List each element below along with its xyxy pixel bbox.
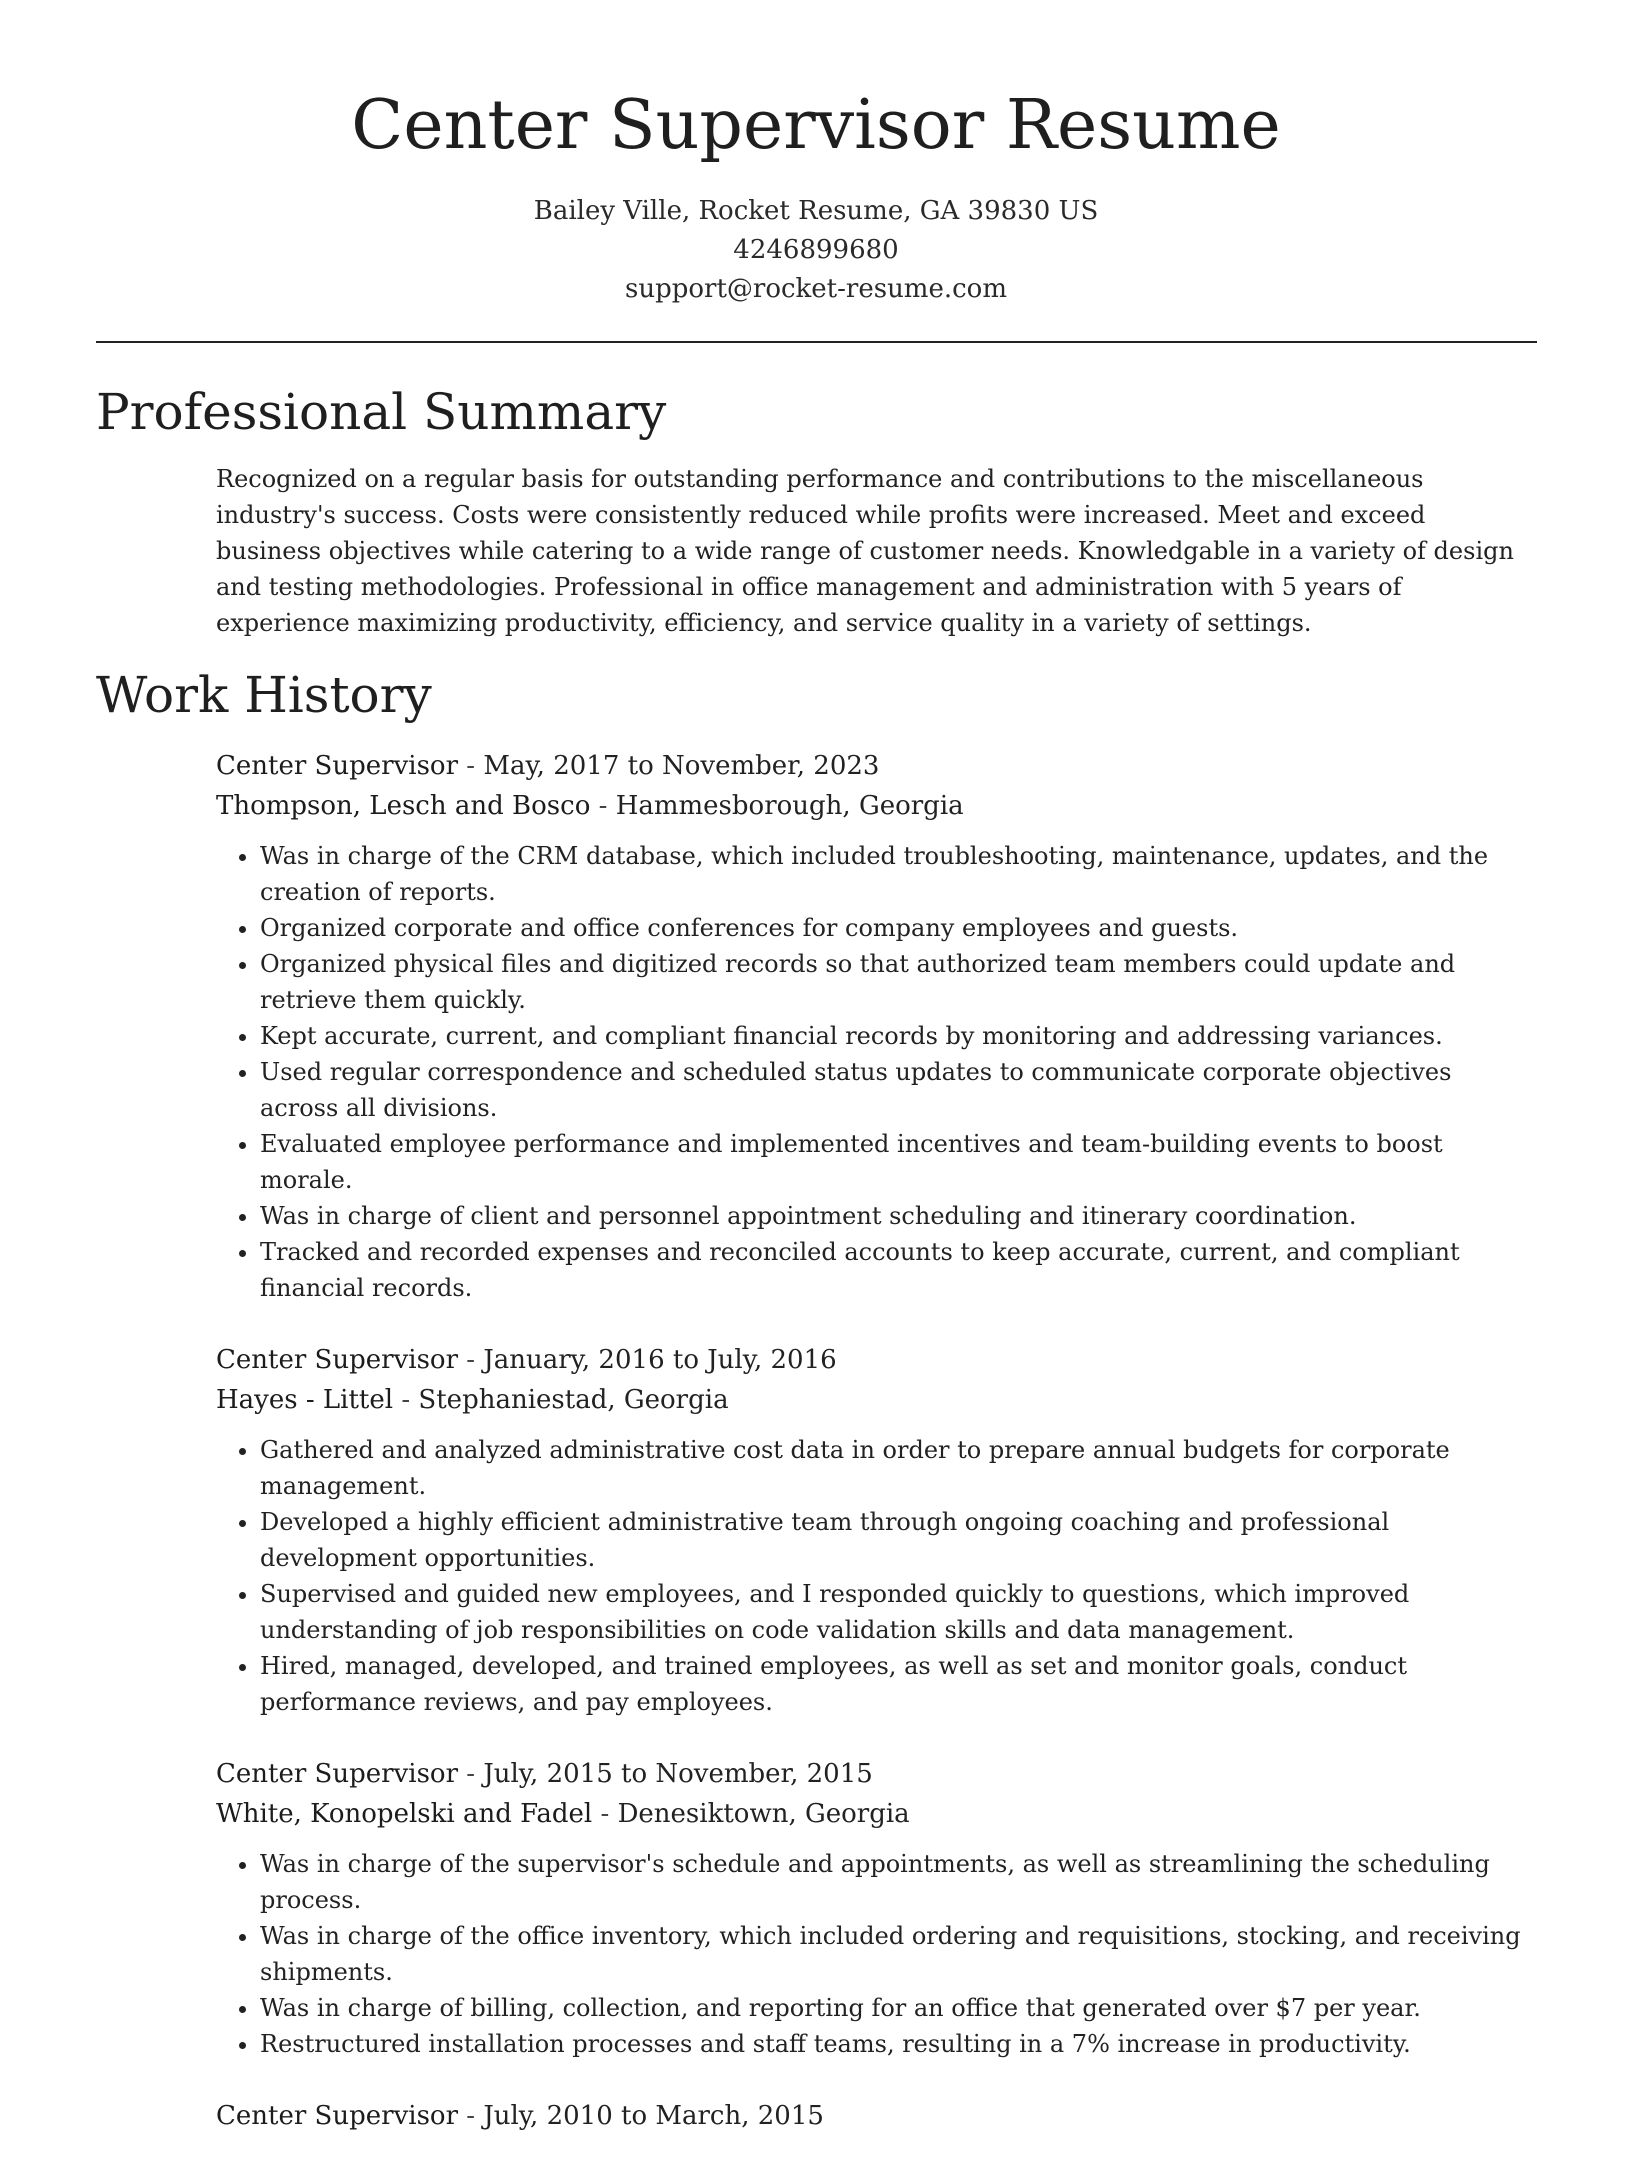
job-title: Center Supervisor bbox=[216, 1759, 458, 1789]
job-title: Center Supervisor bbox=[216, 2101, 458, 2131]
list-item: • Was in charge of the CRM database, which included troubleshooting, maintenance, updates, and the creation of reports. bbox=[260, 838, 1536, 910]
job-title-line bbox=[216, 746, 1536, 786]
list-item: • Kept accurate, current, and compliant financial records by monitoring and addressing variances. bbox=[260, 1018, 1536, 1054]
list-item: • Organized corporate and office conferences for company employees and guests. bbox=[260, 910, 1536, 946]
email-text: support@rocket-resume.com bbox=[624, 274, 1007, 304]
job-entry bbox=[216, 1340, 1536, 1720]
list-item: • Was in charge of the supervisor's schedule and appointments, as well as streamlining the scheduling process. bbox=[260, 1846, 1536, 1918]
company-name: White, Konopelski and Fadel bbox=[216, 1799, 593, 1829]
company-line bbox=[216, 1794, 1536, 1834]
company-location: Stephaniestad, Georgia bbox=[418, 1385, 729, 1415]
summary-heading: Professional Summary bbox=[96, 383, 667, 441]
company-location: Denesiktown, Georgia bbox=[617, 1799, 910, 1829]
header-divider bbox=[96, 341, 1537, 343]
company-name: Thompson, Lesch and Bosco bbox=[216, 791, 591, 821]
company-location: Hammesborough, Georgia bbox=[615, 791, 964, 821]
job-title: Center Supervisor bbox=[216, 1345, 458, 1375]
job-entry bbox=[216, 746, 1536, 1306]
responsibility-list bbox=[216, 1846, 1536, 2062]
list-item: • Was in charge of client and personnel appointment scheduling and itinerary coordination. bbox=[260, 1198, 1536, 1234]
company-line bbox=[216, 786, 1536, 826]
separator: - bbox=[458, 1759, 484, 1789]
list-item: • Gathered and analyzed administrative cost data in order to prepare annual budgets for corporate management. bbox=[260, 1432, 1536, 1504]
company-line bbox=[216, 1380, 1536, 1420]
job-entry bbox=[216, 2096, 1536, 2136]
separator: - bbox=[393, 1385, 419, 1415]
list-item: • Developed a highly efficient administrative team through ongoing coaching and professional development opportunities. bbox=[260, 1504, 1536, 1576]
work-history-heading: Work History bbox=[96, 666, 432, 724]
job-dates: July, 2015 to November, 2015 bbox=[483, 1759, 873, 1789]
job-title-line bbox=[216, 1754, 1536, 1794]
job-title-line bbox=[216, 2096, 1536, 2136]
list-item: • Was in charge of billing, collection, and reporting for an office that generated over $7 per year. bbox=[260, 1990, 1536, 2026]
list-item: • Organized physical files and digitized records so that authorized team members could update and retrieve them quickly. bbox=[260, 946, 1536, 1018]
responsibility-list bbox=[216, 838, 1536, 1306]
separator: - bbox=[458, 2101, 484, 2131]
list-item: • Evaluated employee performance and implemented incentives and team-building events to boost morale. bbox=[260, 1126, 1536, 1198]
company-name: Hayes - Littel bbox=[216, 1385, 394, 1415]
list-item: • Restructured installation processes and staff teams, resulting in a 7% increase in productivity. bbox=[260, 2026, 1536, 2062]
phone-text: 4246899680 bbox=[733, 235, 899, 265]
contact-info bbox=[0, 192, 1632, 309]
address-text: Bailey Ville, Rocket Resume, GA 39830 US bbox=[533, 196, 1099, 226]
summary-text: Recognized on a regular basis for outstanding performance and contributions to the miscellaneous industry's success. Costs were consistently reduced while profits were increased. Meet and exceed business objectives while catering to a wide range of customer needs. Knowledgable in a variety of design and testing methodologies. Professional in office management and administration with 5 years of experience maximizing productivity, efficiency, and service quality in a variety of settings. bbox=[216, 465, 1514, 637]
separator: - bbox=[592, 1799, 618, 1829]
job-dates: January, 2016 to July, 2016 bbox=[483, 1345, 837, 1375]
responsibility-list bbox=[216, 1432, 1536, 1720]
work-history-list bbox=[216, 746, 1536, 2170]
separator: - bbox=[458, 1345, 484, 1375]
job-title: Center Supervisor bbox=[216, 751, 458, 781]
separator: - bbox=[458, 751, 484, 781]
resume-title: Center Supervisor Resume bbox=[351, 86, 1281, 165]
job-dates: July, 2010 to March, 2015 bbox=[483, 2101, 824, 2131]
separator: - bbox=[590, 791, 616, 821]
list-item: • Hired, managed, developed, and trained employees, as well as set and monitor goals, conduct performance reviews, and pay employees. bbox=[260, 1648, 1536, 1720]
list-item: • Supervised and guided new employees, and I responded quickly to questions, which improved understanding of job responsibilities on code validation skills and data management. bbox=[260, 1576, 1536, 1648]
list-item: • Used regular correspondence and scheduled status updates to communicate corporate objectives across all divisions. bbox=[260, 1054, 1536, 1126]
list-item: • Tracked and recorded expenses and reconciled accounts to keep accurate, current, and compliant financial records. bbox=[260, 1234, 1536, 1306]
job-title-line bbox=[216, 1340, 1536, 1380]
job-entry bbox=[216, 1754, 1536, 2062]
list-item: • Was in charge of the office inventory, which included ordering and requisitions, stocking, and receiving shipments. bbox=[260, 1918, 1536, 1990]
job-dates: May, 2017 to November, 2023 bbox=[483, 751, 880, 781]
